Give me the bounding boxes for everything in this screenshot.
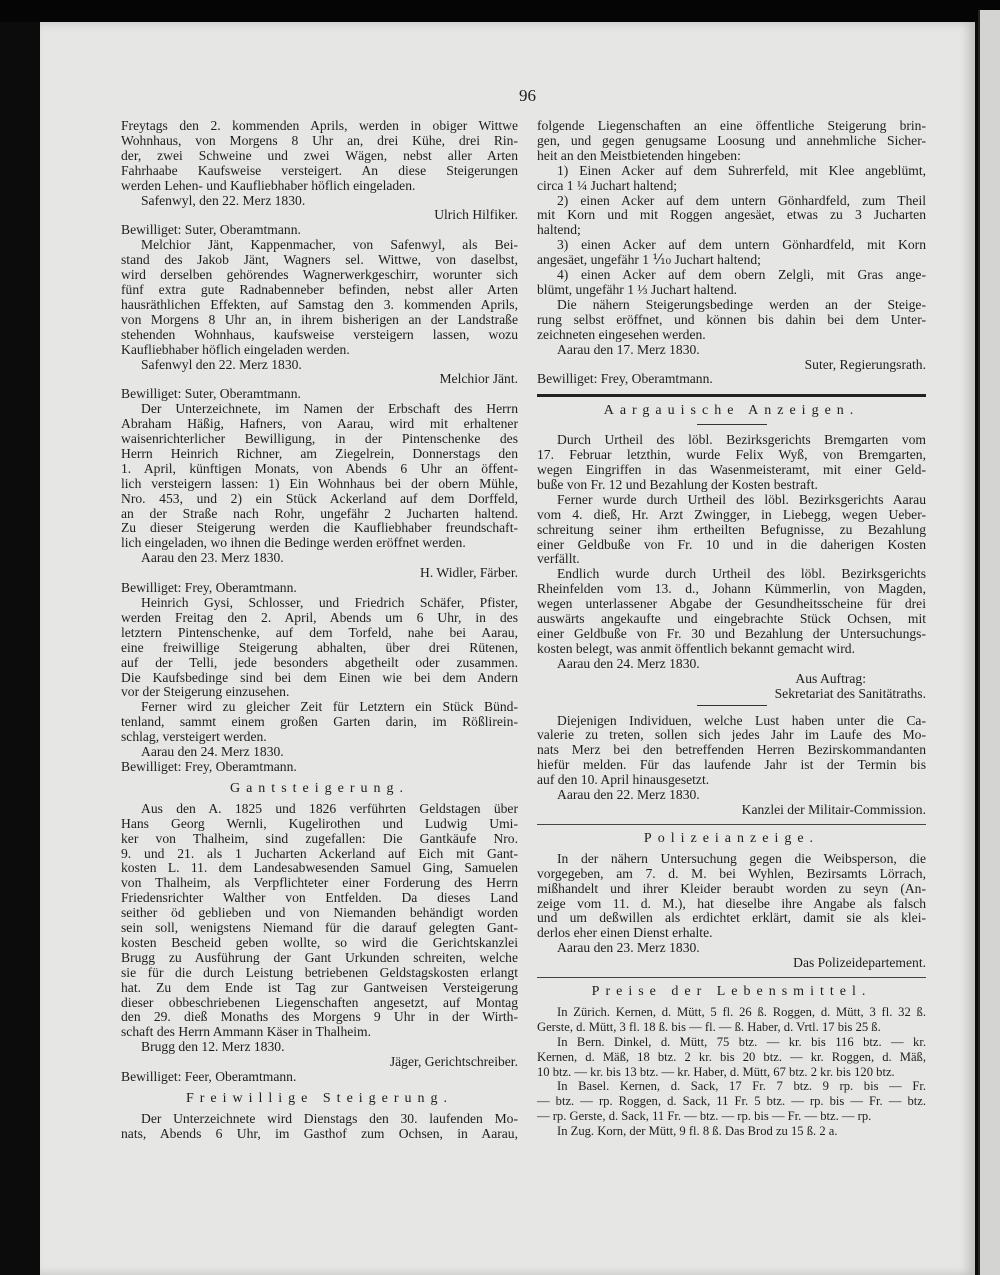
text-line: — btz. — rp. Roggen, d. Sack, 11 Fr. 5 btz. — rp. bis — Fr. — btz. xyxy=(537,1094,926,1109)
text-line: Brugg zu Ausführung der Gant Urkunden schreiten, welche xyxy=(121,949,518,965)
text-line: Der Unterzeichnete wird Dienstags den 30. laufenden Mo- xyxy=(141,1110,518,1126)
text-line: von Thalheim, als Verpflichteter einer Forderung des Herrn xyxy=(121,875,518,891)
text-line: hiefür melden. Für das laufende Jahr ist der Termin bis xyxy=(537,757,926,773)
text-line: haltend; xyxy=(537,222,581,238)
text-line: letztern Pintenschenke, auf dem Torfeld, nahe bei Aarau, xyxy=(121,624,518,640)
right-column xyxy=(537,119,926,1139)
text-line: nats Merz bei den betreffenden Herren Bezirskommandanten xyxy=(537,742,926,758)
text-line: zeige vom 11. d. M.), hat dieselbe ihre Angabe als falsch xyxy=(537,895,926,911)
text-line: auf den 10. April hinausgesetzt. xyxy=(537,772,710,788)
text-line: schaft des Herrn Ammann Käser in Thalheim. xyxy=(121,1024,372,1040)
dateline: Aarau den 23. Merz 1830. xyxy=(557,940,700,956)
section-divider xyxy=(537,394,926,397)
text-line: Wohnhaus, von Morgens 8 Uhr an, drei Kühe, drei Rin- xyxy=(121,132,518,148)
text-line: Durch Urtheil des löbl. Bezirksgerichts Bremgarten vom xyxy=(557,432,926,448)
text-line: 1. April, künftigen Monats, von Abends 6 Uhr an öffent- xyxy=(121,460,518,476)
text-line: Hans Georg Wernli, Kugelirothen und Ludwig Umi- xyxy=(121,815,518,831)
text-line: Aus den A. 1825 und 1826 verführten Geldstagen über xyxy=(141,800,518,816)
text-line: 3) einen Acker auf dem untern Gönhardfeld, mit Korn xyxy=(557,237,926,253)
text-line: 9. und 21. als 1 Jucharten Ackerland auf Eich mit Gant- xyxy=(121,845,518,861)
notice-paragraph xyxy=(537,567,926,656)
notice-paragraph xyxy=(121,402,518,551)
text-line: dieser obbeschriebenen Liegenschaften angesetzt, auf Montag xyxy=(121,994,518,1010)
section-divider xyxy=(537,977,926,978)
text-line: Diejenigen Individuen, welche Lust haben unter die Ca- xyxy=(557,712,926,728)
text-line: 4) einen Acker auf dem obern Zelgli, mit Gras ange- xyxy=(557,267,926,283)
text-line: Fahrhaabe Kaufsweise versteigert. An diese Steigerungen xyxy=(121,162,518,178)
notice-paragraph xyxy=(121,1112,518,1142)
text-line: nats, Abends 6 Uhr, im Gasthof zum Ochsen, in Aarau, xyxy=(121,1125,518,1141)
text-line: lich versteigern lassen: 1) Ein Wohnhaus bei der obern Mühle, xyxy=(121,475,518,491)
notice-paragraph xyxy=(121,700,518,745)
text-line: valerie zu treten, sollen sich jedes Jahr im Laufe des Mo- xyxy=(537,727,926,743)
text-line: von Morgens 8 Uhr an, in ihrem bisherigen an der Landstraße xyxy=(121,311,518,327)
text-line: eine freiwillige Steigerung abhalten, über drei Rütenen, xyxy=(121,639,518,655)
approval-note: Bewilliget: Frey, Oberamtmann. xyxy=(121,580,297,596)
text-line: wird derselben gehörendes Wagnerwerkgeschirr, worunter sich xyxy=(121,267,518,283)
signature: Ulrich Hilfiker. xyxy=(434,207,518,223)
notice-paragraph xyxy=(121,802,518,1041)
text-line: verfällt. xyxy=(537,551,580,567)
text-line: wegen Eingriffen in das Wasenmeisteramt, mit einer Geld- xyxy=(537,462,926,478)
text-line: In Basel. Kernen, d. Sack, 17 Fr. 7 btz. 9 rp. bis — Fr. xyxy=(557,1079,926,1094)
text-line: — rp. Gerste, d. Sack, 11 Fr. — btz. — rp. bis — Fr. — btz. — rp. xyxy=(537,1109,872,1124)
text-line: blümt, ungefähr 1 ⅓ Juchart haltend. xyxy=(537,281,738,297)
dateline: Safenwyl, den 22. Merz 1830. xyxy=(141,192,306,208)
signature: H. Widler, Färber. xyxy=(420,565,518,581)
notice-paragraph xyxy=(537,298,926,343)
page-number: 96 xyxy=(519,86,536,105)
short-divider xyxy=(697,424,767,425)
text-line: auf der Telli, jede besonders abgetheilt oder zusammen. xyxy=(121,654,518,670)
text-line: stehenden Wohnhaus, kaufsweise versteigern lassen, wozu xyxy=(121,326,518,342)
text-line: einer Geldbuße von Fr. 30 und Bezahlung der Untersuchungs- xyxy=(537,626,926,641)
text-line: gen, und gegen genugsame Loosung und annehmliche Sicher- xyxy=(537,132,926,148)
text-line: an der Straße nach Rohr, ungefähr 2 Jucharten haltend. xyxy=(121,505,518,521)
signature: Das Polizeidepartement. xyxy=(793,955,926,971)
text-line: vorgegeben, am 7. d. M. bei Wyhlen, Bezirsamts Lörrach, xyxy=(537,865,926,881)
text-line: sie für die durch Leistung betriebenen Geldstagskosten erlangt xyxy=(121,964,518,980)
notice-paragraph xyxy=(537,268,926,298)
section-divider xyxy=(537,824,926,825)
text-line: mit Korn und mit Roggen angesäet, etwas zu 3 Jucharten xyxy=(537,207,926,223)
dateline: Aarau den 24. Merz 1830. xyxy=(141,744,284,760)
short-divider xyxy=(697,705,767,706)
text-line: vor der Steigerung einzusehen. xyxy=(121,684,290,700)
notice-paragraph xyxy=(537,714,926,789)
text-line: sein soll, wenigstens Niemand für die darauf gelegten Gant- xyxy=(121,920,518,936)
notice-paragraph xyxy=(121,119,518,194)
price-listing xyxy=(537,1124,926,1139)
text-line: 17. Februar letzthin, wurde Felix Wyß, von Bremgarten, xyxy=(537,447,926,463)
approval-note: Bewilliget: Frey, Oberamtmann. xyxy=(537,371,713,387)
approval-note: Bewilliget: Suter, Oberamtmann. xyxy=(121,386,301,402)
dateline: Aarau den 22. Merz 1830. xyxy=(557,787,700,803)
notice-paragraph xyxy=(537,119,926,164)
text-line: Melchior Jänt, Kappenmacher, von Safenwyl, als Bei- xyxy=(141,237,518,253)
text-line: buße von Fr. 12 und Bezahlung der Kosten bestraft. xyxy=(537,476,818,492)
text-line: mißhandelt und ihrer Kleider beraubt worden zu seyn (An- xyxy=(537,880,926,896)
price-listing xyxy=(537,1079,926,1124)
text-line: werden Freitag den 2. April, Abends um 6 Uhr, in des xyxy=(121,609,518,625)
approval-note: Bewilliget: Suter, Oberamtmann. xyxy=(121,222,301,238)
text-line: Ferner wurde durch Urtheil des löbl. Bezirksgerichts Aarau xyxy=(557,491,926,507)
text-line: Herrn Heinrich Richner, am Ziegelrein, Donnerstags den xyxy=(121,445,518,461)
text-line: auswärts angekaufte und eingebrachte Stück Ochsen, mit xyxy=(537,611,926,627)
section-heading: Gantsteigerung. xyxy=(229,780,410,796)
text-line: In Bern. Dinkel, d. Mütt, 75 btz. — kr. bis 116 btz. — kr. xyxy=(557,1034,926,1049)
text-line: Freytags den 2. kommenden Aprils, werden in obiger Wittwe xyxy=(121,118,518,133)
text-line: Die Kaufsbedinge sind bei dem Einen wie bei dem Andern xyxy=(121,669,518,685)
price-listing xyxy=(537,1005,926,1035)
section-heading: Aargauische Anzeigen. xyxy=(603,403,860,419)
text-line: zeichneten eingesehen werden. xyxy=(537,326,706,342)
text-line: Nro. 453, und 2) ein Stück Ackerland auf dem Dorffeld, xyxy=(121,490,518,506)
text-line: Gerste, d. Mütt, 3 fl. 18 ß. bis — fl. — ß. Haber, d. Vrtl. 17 bis 25 ß. xyxy=(537,1019,881,1034)
text-line: waisenrichterlicher Bewilligung, in der Pintenschenke des xyxy=(121,431,518,447)
section-heading: Freiwillige Steigerung. xyxy=(185,1091,454,1106)
text-line: In Zürich. Kernen, d. Mütt, 5 fl. 26 ß. Roggen, d. Mütt, 3 fl. 32 ß. xyxy=(557,1004,926,1019)
text-line: hausräthlichen Effekten, auf Samstag den 3. kommenden Aprils, xyxy=(121,296,518,312)
text-line: wegen unterlassener Abgabe der Gesundheitsscheine für drei xyxy=(537,596,926,612)
signature: Sekretariat des Sanitätraths. xyxy=(774,685,926,701)
adjacent-page-edge xyxy=(978,10,1000,1275)
notice-paragraph xyxy=(537,852,926,941)
text-line: Kaufliebhaber höflich eingeladen werden. xyxy=(121,341,350,357)
notice-paragraph xyxy=(537,433,926,493)
signature: Suter, Regierungsrath. xyxy=(804,356,926,372)
notice-paragraph xyxy=(121,238,518,357)
approval-note: Bewilliget: Frey, Oberamtmann. xyxy=(121,758,297,774)
dateline: Aarau den 23. Merz 1830. xyxy=(141,550,284,566)
dateline: Aarau den 17. Merz 1830. xyxy=(557,341,700,357)
text-line: 2) einen Acker auf dem untern Gönhardfeld, zum Theil xyxy=(557,192,926,208)
dateline: Aarau den 24. Merz 1830. xyxy=(557,655,700,671)
notice-paragraph xyxy=(537,493,926,568)
text-line: In der nähern Untersuchung gegen die Weibsperson, die xyxy=(557,850,926,866)
text-line: 1) Einen Acker auf dem Suhrerfeld, mit Klee angeblümt, xyxy=(557,162,926,178)
text-line: circa 1 ¼ Juchart haltend; xyxy=(537,177,678,193)
text-line: ker von Thalheim, sind zugefallen: Die Gantkäufe Nro. xyxy=(121,830,518,846)
text-line: Abraham Häßig, Hafners, von Aarau, wird mit erhaltener xyxy=(121,416,518,432)
signature-prefix: Aus Auftrag: xyxy=(795,670,866,686)
text-line: Kernen, d. Mäß, 18 btz. 2 kr. bis 20 btz. — kr. Roggen, d. Mäß, xyxy=(537,1049,926,1064)
text-line: lich eingeladen, wo ihnen die Bedinge werden eröffnet werden. xyxy=(121,535,466,551)
section-heading: Polizeianzeige. xyxy=(643,830,820,846)
signature: Jäger, Gerichtschreiber. xyxy=(389,1054,518,1070)
notice-paragraph xyxy=(537,194,926,239)
text-line: Rheinfelden vom 13. d., Johann Kümmerlin, von Magden, xyxy=(537,581,926,597)
text-line: In Zug. Korn, der Mütt, 9 fl. 8 ß. Das Brod zu 15 ß. 2 a. xyxy=(557,1124,838,1139)
dateline: Brugg den 12. Merz 1830. xyxy=(141,1039,285,1055)
text-line: Zu dieser Steigerung werden die Kaufliebhaber freundschaft- xyxy=(121,520,518,536)
text-line: den 29. dieß Monaths des Morgens 9 Uhr in der Wirth- xyxy=(121,1009,518,1025)
text-line: Heinrich Gysi, Schlosser, und Friedrich Schäfer, Pfister, xyxy=(141,595,518,610)
text-line: der, zwei Schweine und zwei Wägen, nebst aller Arten xyxy=(121,147,518,163)
text-line: Die nähern Steigerungsbedinge werden an der Steige- xyxy=(557,296,926,312)
text-line: schreitung seiner ihm ertheilten Befugnisse, zu Bezahlung xyxy=(537,521,926,537)
left-column xyxy=(121,119,518,1142)
text-line: angesäet, ungefähr 1 ⅒ Juchart haltend; xyxy=(537,252,761,268)
scan-top-border xyxy=(0,0,1000,22)
text-line: kosten belegt, was anmit öffentlich bekannt gemacht wird. xyxy=(537,640,855,656)
signature: Kanzlei der Militair-Commission. xyxy=(741,801,926,817)
text-line: rung selbst eröffnet, und können bis dahin bei dem Unter- xyxy=(537,311,926,327)
text-line: schlag, versteigert werden. xyxy=(121,729,267,745)
text-line: 10 btz. — kr. bis 13 btz. — kr. Haber, d. Mütt, 67 btz. 2 kr. bis 120 btz. xyxy=(537,1064,895,1079)
price-listing xyxy=(537,1035,926,1080)
text-line: vom 4. dieß, Hr. Arzt Zwingger, in Liebegg, wegen Ueber- xyxy=(537,506,926,522)
text-line: folgende Liegenschaften an eine öffentliche Steigerung brin- xyxy=(537,118,926,133)
text-line: und um deßwillen als erdichtet erklärt, damit sie als klei- xyxy=(537,910,926,926)
notice-paragraph xyxy=(121,596,518,700)
text-line: seither öd geblieben und von Niemanden behändigt worden xyxy=(121,905,518,921)
notice-paragraph xyxy=(537,164,926,194)
text-line: kosten L. 11. dem Landesabwesenden Samuel Ging, Samuelen xyxy=(121,860,518,876)
text-line: stand des Jakob Jänt, Wagners sel. Wittwe, von daselbst, xyxy=(121,252,518,268)
text-line: derlos eher einen Dienst erhalte. xyxy=(537,925,713,941)
section-heading: Preise der Lebensmittel. xyxy=(591,984,872,1000)
text-line: werden Lehen- und Kaufliebhaber höflich eingeladen. xyxy=(121,177,416,193)
text-line: tenland, sammt einem großen Garten darin, im Rößlirein- xyxy=(121,714,518,730)
signature: Melchior Jänt. xyxy=(439,371,518,387)
text-line: heit an den Meistbietenden hingeben: xyxy=(537,147,741,163)
text-line: Ferner wird zu gleicher Zeit für Letztern ein Stück Bünd- xyxy=(141,699,518,715)
dateline: Safenwyl den 22. Merz 1830. xyxy=(141,356,302,372)
text-line: Der Unterzeichnete, im Namen der Erbschaft des Herrn xyxy=(141,401,518,417)
text-line: kosten Bescheid geben wollte, so wird die Gerichtskanzlei xyxy=(121,934,518,950)
approval-note: Bewilliget: Feer, Oberamtmann. xyxy=(121,1069,297,1085)
notice-paragraph xyxy=(537,238,926,268)
text-line: Endlich wurde durch Urtheil des löbl. Bezirksgerichts xyxy=(557,566,926,582)
text-line: Friedensrichter Walther von Entfelden. Da dieses Land xyxy=(121,890,518,906)
text-line: hat. Zu dem Ende ist Tag zur Gantweisen Versteigerung xyxy=(121,979,518,995)
text-line: fünf extra gute Radnabenneber befinden, nebst aller Arten xyxy=(121,281,518,297)
text-line: einer Geldbuße von Fr. 10 und in die daherigen Kosten xyxy=(537,536,926,552)
